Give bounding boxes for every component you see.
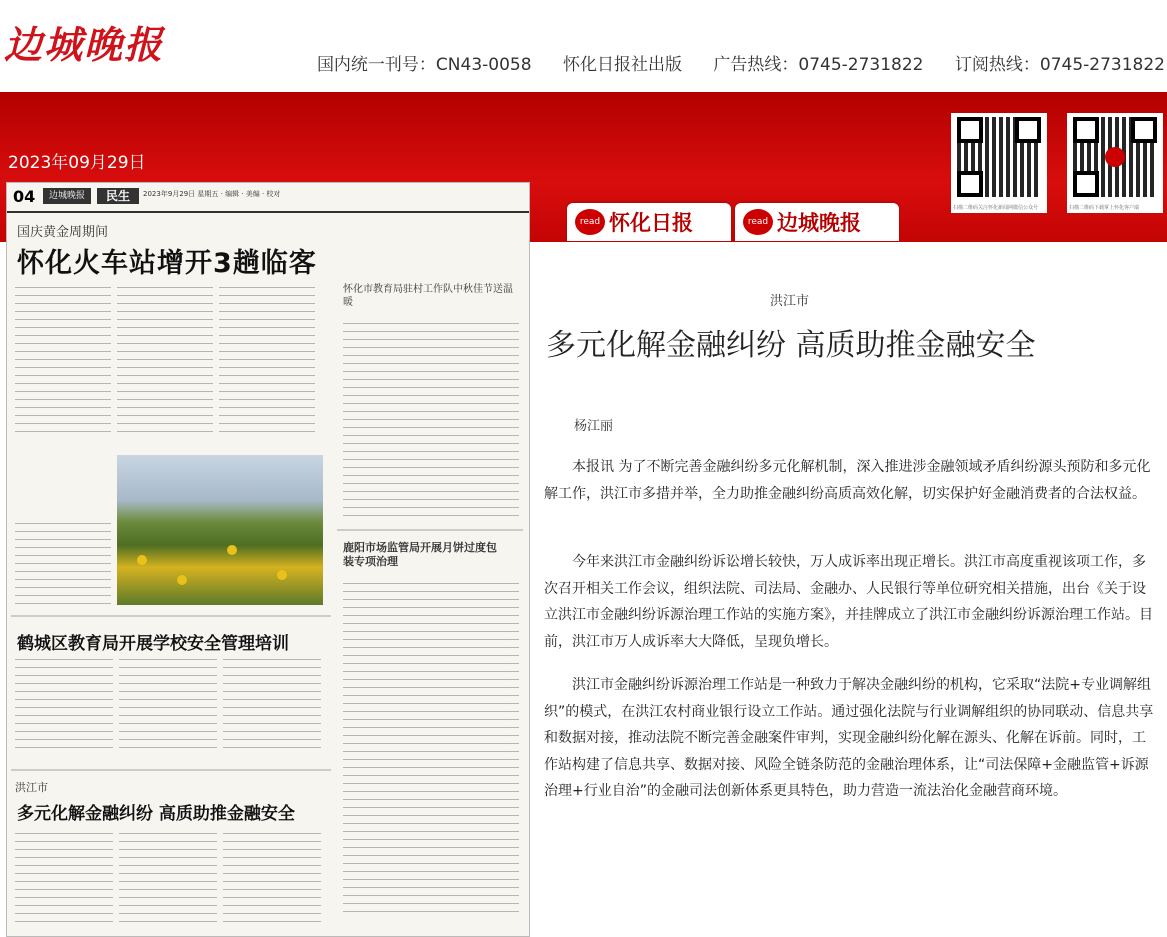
third-headline[interactable]: 多元化解金融纠纷 高质助推金融安全	[17, 804, 295, 824]
biancheng-evening-tab[interactable]	[735, 203, 899, 241]
text-block	[219, 287, 315, 437]
text-block	[343, 323, 519, 523]
publisher-text: 怀化日报社出版	[562, 55, 682, 75]
qr-finder	[1073, 171, 1099, 197]
tab-label: 边城晚报	[777, 210, 861, 235]
flower-shape	[277, 570, 287, 580]
flower-shape	[137, 555, 147, 565]
flower-shape	[177, 575, 187, 585]
article-paragraph: 本报讯 为了不断完善金融纠纷多元化解机制，深入推进涉金融领域矛盾纠纷源头预防和多元化解工作，洪江市多措并举，全力助推金融纠纷高质高效化解，切实保护好金融消费者的合法权益。	[544, 459, 1151, 502]
read-icon: read	[743, 209, 773, 235]
wechat-qr-code	[951, 113, 1047, 213]
app-qr-code	[1067, 113, 1163, 213]
qr-finder	[1131, 117, 1157, 143]
ad-hotline-text: 广告热线：0745-2731822	[713, 55, 924, 75]
text-block	[15, 659, 113, 755]
read-icon: read	[575, 209, 605, 235]
page-headline[interactable]: 怀化火车站增开3趟临客	[17, 248, 317, 279]
newspaper-page-image[interactable]	[6, 182, 530, 937]
qr-finder	[1073, 117, 1099, 143]
page-masthead: 边城晚报	[43, 188, 91, 204]
side-article-title[interactable]: 怀化市教育局驻村工作队中秋佳节送温暖	[343, 284, 513, 308]
page-section: 民生	[97, 188, 139, 204]
subscription-hotline-text: 订阅热线：0745-2731822	[954, 55, 1165, 75]
article-kicker: 洪江市	[770, 294, 810, 309]
second-headline[interactable]: 鹤城区教育局开展学校安全管理培训	[17, 634, 289, 654]
text-block	[119, 833, 217, 929]
text-block	[15, 523, 111, 609]
issue-date: 2023年09月29日	[8, 153, 146, 173]
page-kicker: 国庆黄金周期间	[17, 225, 109, 240]
article-title: 多元化解金融纠纷 高质助推金融安全	[546, 328, 1036, 363]
divider	[11, 615, 331, 617]
qr-caption: 扫描二维码下载掌上怀化客户端	[1069, 205, 1140, 211]
text-block	[343, 583, 519, 913]
text-block	[119, 659, 217, 755]
qr-finder	[1015, 117, 1041, 143]
divider	[11, 769, 331, 771]
qr-finder	[957, 117, 983, 143]
site-header	[0, 0, 1167, 92]
issn-text: 国内统一刊号：CN43-0058	[316, 55, 532, 75]
header-info	[291, 50, 1165, 75]
qr-caption: 扫描二维码关注怀化新闻网微信公众号	[953, 205, 1039, 211]
page-meta: 2023年9月29日 星期五 · 编辑 · 美编 · 校对	[143, 190, 281, 198]
page-number: 04	[13, 187, 36, 206]
tab-label: 怀化日报	[609, 210, 693, 235]
third-kicker: 洪江市	[15, 781, 48, 794]
app-logo-icon	[1105, 147, 1125, 167]
text-block	[15, 287, 111, 437]
divider	[337, 529, 523, 531]
flower-shape	[227, 545, 237, 555]
text-block	[117, 287, 213, 437]
side-article-title[interactable]: 鹿阳市场监管局开展月饼过度包装专项治理	[343, 541, 497, 568]
article-author: 杨江丽	[574, 419, 614, 434]
huaihua-daily-tab[interactable]	[567, 203, 731, 241]
page-header	[7, 183, 529, 213]
text-block	[15, 833, 113, 929]
article-paragraph: 洪江市金融纠纷诉源治理工作站是一种致力于解决金融纠纷的机构，它采取“法院+专业调解组织”的模式，在洪江农村商业银行设立工作站。通过强化法院与行业调解组织的协同联动、信息共享和数据对接，推动法院不断完善金融案件审判，实现金融纠纷化解在源头、化解在诉前。同时，工作站构建了信息共享、数据对接、风险全链条防范的金融治理体系，让“司法保障+金融监管+诉源治理+行业自治”的金融司法创新体系更具特色，助力营造一流法治化金融营商环境。	[544, 677, 1154, 799]
news-photo	[117, 455, 323, 605]
text-block	[223, 659, 321, 755]
qr-finder	[957, 171, 983, 197]
article-panel	[540, 242, 1167, 935]
site-logo[interactable]: 边城晚报	[4, 22, 165, 67]
text-block	[223, 833, 321, 929]
article-paragraph: 今年来洪江市金融纠纷诉讼增长较快，万人成诉率出现正增长。洪江市高度重视该项工作，多次召开相关工作会议，组织法院、司法局、金融办、人民银行等单位研究相关措施，出台《关于设立洪江市金融纠纷诉源治理工作站的实施方案》，并挂牌成立了洪江市金融纠纷诉源治理工作站。目前，洪江市万人成诉率大大降低，呈现负增长。	[544, 554, 1153, 650]
